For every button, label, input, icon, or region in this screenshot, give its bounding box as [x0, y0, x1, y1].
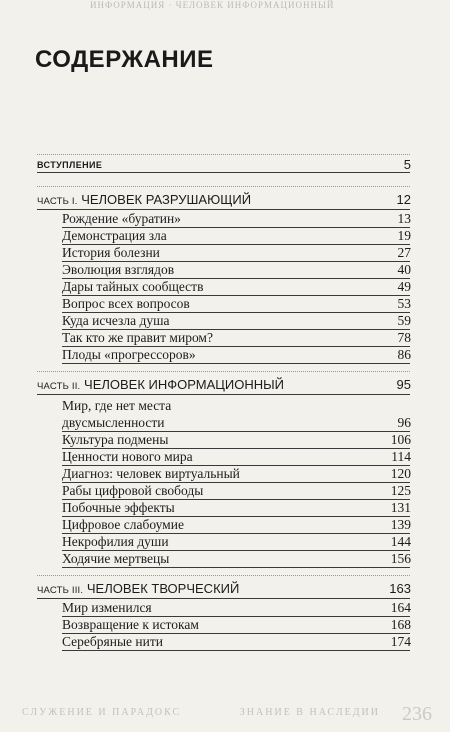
part-page: 95 [396, 377, 411, 392]
page-title: СОДЕРЖАНИЕ [35, 46, 214, 73]
chapter-page: 131 [390, 500, 411, 515]
chapter-page: 125 [390, 483, 411, 498]
chapter-title: Культура подмены [62, 432, 169, 447]
chapter-page: 168 [390, 617, 411, 632]
entry-underline [37, 394, 410, 395]
bleed-through-footer-right: ЗНАНИЕ В НАСЛЕДИИ [239, 707, 380, 718]
part-title: ЧЕЛОВЕК ТВОРЧЕСКИЙ [86, 581, 240, 596]
chapter-page: 174 [390, 634, 411, 649]
intro-label: ВСТУПЛЕНИЕ [37, 160, 103, 170]
chapter-title: Ценности нового мира [62, 449, 193, 464]
chapter-title: Рабы цифровой свободы [62, 483, 204, 498]
chapter-title: Рождение «буратин» [62, 211, 181, 226]
bleed-through-page-number: 236 [402, 703, 432, 725]
toc-chapter[interactable] [0, 347, 450, 367]
chapter-page: 49 [397, 279, 411, 294]
chapter-page: 156 [390, 551, 411, 566]
chapter-title: Серебряные нити [62, 634, 163, 649]
section-divider [37, 186, 410, 187]
chapter-page: 19 [397, 228, 411, 243]
part-page: 12 [396, 192, 411, 207]
toc-entry-intro[interactable] [0, 157, 450, 177]
entry-underline [37, 598, 410, 599]
chapter-page: 86 [397, 347, 411, 362]
chapter-title: Эволюция взглядов [62, 262, 175, 277]
chapter-title: Некрофилия души [62, 534, 169, 549]
section-divider [37, 575, 410, 576]
part-prefix: ЧАСТЬ II. [37, 381, 81, 392]
chapter-page: 164 [390, 600, 411, 615]
section-divider [37, 154, 410, 155]
bleed-through-footer-left: СЛУЖЕНИЕ И ПАРАДОКС [22, 707, 182, 718]
chapter-title: Плоды «прогрессоров» [62, 347, 196, 362]
entry-underline [37, 209, 410, 210]
chapter-page: 13 [397, 211, 411, 226]
toc-part-3[interactable] [0, 581, 450, 601]
chapter-page: 139 [390, 517, 411, 532]
chapter-page: 106 [390, 432, 411, 447]
intro-page: 5 [403, 157, 411, 172]
toc-part-1[interactable] [0, 192, 450, 212]
chapter-page: 114 [391, 449, 411, 464]
chapter-title: Ходячие мертвецы [62, 551, 170, 566]
chapter-title: Мир, где нет места [62, 398, 172, 413]
chapter-page: 53 [397, 296, 411, 311]
part-prefix: ЧАСТЬ I. [37, 196, 78, 207]
chapter-page: 59 [397, 313, 411, 328]
bleed-through-header: ИНФОРМАЦИЯ · ЧЕЛОВЕК ИНФОРМАЦИОННЫЙ [90, 0, 335, 10]
chapter-page: 27 [397, 245, 411, 260]
chapter-title: Куда исчезла душа [62, 313, 170, 328]
chapter-title: История болезни [62, 245, 160, 260]
part-title: ЧЕЛОВЕК ИНФОРМАЦИОННЫЙ [84, 377, 284, 392]
chapter-page: 96 [397, 415, 411, 430]
chapter-title: Дары тайных сообществ [62, 279, 204, 294]
chapter-page: 144 [390, 534, 411, 549]
toc-chapter[interactable] [0, 551, 450, 571]
chapter-title: Побочные эффекты [62, 500, 175, 515]
chapter-title: Мир изменился [62, 600, 152, 615]
chapter-title: Так кто же правит миром? [62, 330, 213, 345]
toc-chapter[interactable] [0, 634, 450, 654]
section-divider [37, 371, 410, 372]
chapter-title: Возвращение к истокам [62, 617, 199, 632]
chapter-title: Вопрос всех вопросов [62, 296, 190, 311]
chapter-title: Демонстрация зла [62, 228, 167, 243]
entry-underline [62, 567, 410, 568]
entry-underline [62, 363, 410, 364]
chapter-title: Цифровое слабоумие [62, 517, 184, 532]
chapter-page: 40 [397, 262, 411, 277]
chapter-page: 120 [390, 466, 411, 481]
chapter-page: 78 [397, 330, 411, 345]
chapter-title: Диагноз: человек виртуальный [62, 466, 240, 481]
toc-part-2[interactable] [0, 377, 450, 397]
part-prefix: ЧАСТЬ III. [37, 585, 84, 596]
entry-underline [62, 650, 410, 651]
chapter-title-continued: двусмысленности [62, 415, 165, 430]
part-title: ЧЕЛОВЕК РАЗРУШАЮЩИЙ [81, 192, 252, 207]
entry-underline [37, 172, 410, 173]
part-page: 163 [389, 581, 411, 596]
